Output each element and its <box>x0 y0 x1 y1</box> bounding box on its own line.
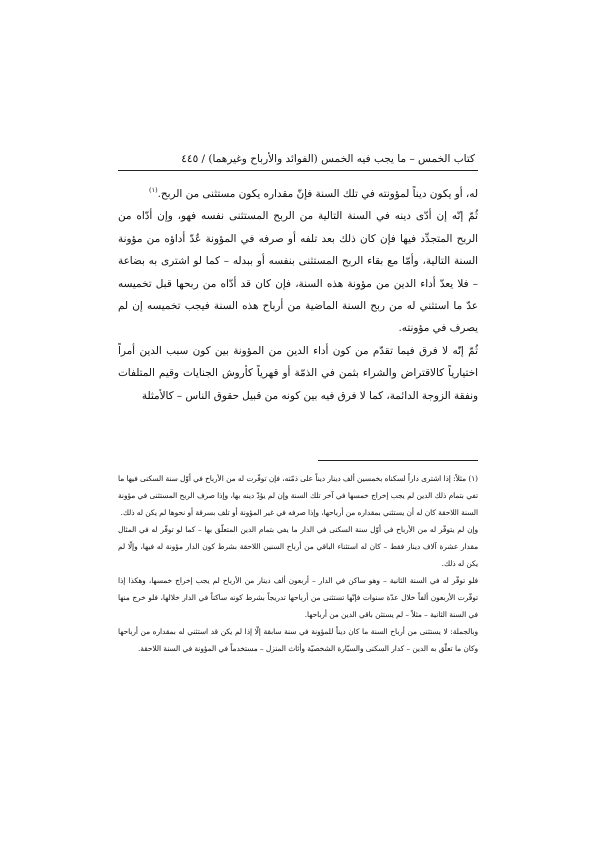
body-paragraph: ثُمّ إنّه لا فرق فيما تقدّم من كون أداء الدين من المؤونة بين كون سبب الدين أمراً اختيارياً كالاقتراض والشراء بثمن في الذمّة أو قهرياً كأروش الجنايات وقيم المتلفات ونفقة الزوجة الدائمة، كما لا فرق فيه بين كونه من قبيل حقوق الناس – كالأمثلة <box>118 344 478 402</box>
paragraph-text: له، أو يكون ديناً لمؤونته في تلك السنة فإنّ مقداره يكون مستثنى من الربح. <box>157 188 478 200</box>
running-header: كتاب الخمس – ما يجب فيه الخمس (الفوائد والأرباح وغيرهما) / ٤٤٥ <box>181 153 475 165</box>
body-paragraph <box>118 183 478 205</box>
main-text <box>118 183 478 407</box>
footnote-paragraph: وإن لم يتوفّر له من الأرباح في أوّل سنة السكنى في الدار ما يفي بتمام الدين المتعلّق بها – كما لو توفّر له في المثال مقدار عشرة آلاف دينار فقط – كان له استثناء الباقي من أرباح السنين اللاحقة بشرط كون الدار مؤونة له فيها، وإلّا لم يكن له ذلك. <box>118 525 478 568</box>
footnote-paragraph: (١) مثلاً: إذا اشترى داراً لسكناه بخمسين ألف دينار ديناً على ذمّته، فإن توفّرت له من الأرباح في أوّل سنة السكنى فيها ما تفي بتمام ذلك الدين لم يجب إخراج خمسها في آخر تلك السنة وإن لم يؤدّ دينه بها، وإذا صرف الربح المستثنى في مؤونة السنة اللاحقة كان له أن يستثني بمقداره من أرباحها، وإذا صرفه في غير المؤونة أو تلف بسرقة أو نحوها لم يكن له ذلك. <box>118 474 478 517</box>
footnote-paragraph: فلو توفّر له في السنة الثانية – وهو ساكن في الدار – أربعون ألف دينار من الأرباح لم يجب إخراج خمسها، وهكذا إذا توفّرت الأربعون ألفاً خلال عدّة سنوات فإنّها تستثنى من أرباحها تدريجاً بشرط كونه ساكناً في الدار خلالها، فلو خرج منها في السنة الثانية – مثلاً – لم يستثن باقي الدين من أرباحها. <box>118 576 478 619</box>
footnotes <box>118 470 478 657</box>
body-paragraph: ثُمّ إنّه إن أدّى دينه في السنة التالية من الربح المستثنى نفسه فهو، وإن أدّاه من الربح المتجدِّد فيها فإن كان ذلك بعد تلفه أو صرفه في المؤونة عُدّ أداؤه من مؤونة السنة التالية، وأمّا مع بقاء الربح المستثنى بنفسه أو ببدله – كما لو اشترى به بضاعة – فلا يعدّ أداء الدين من مؤونة هذه السنة، فإن كان قد أدّاه من ربحها قبل تخميسه عدّ ما استثني له من ربح السنة الماضية من أرباح هذه السنة فيجب تخميسه إن لم يصرف في مؤونته. <box>118 210 478 335</box>
footnote-paragraph: وبالجملة: لا يستثنى من أرباح السنة ما كان ديناً للمؤونة في سنة سابقة إلّا إذا لم يكن قد استثني له بمقداره من أرباحها وكان ما تعلّق به الدين – كدار السكنى والسيّارة الشخصيّة وأثاث المنزل – مستخدماً في المؤونة في السنة اللاحقة. <box>118 627 478 653</box>
footnote-marker: (١) <box>149 186 158 194</box>
footnote-separator <box>318 460 478 461</box>
header-rule <box>118 170 478 171</box>
